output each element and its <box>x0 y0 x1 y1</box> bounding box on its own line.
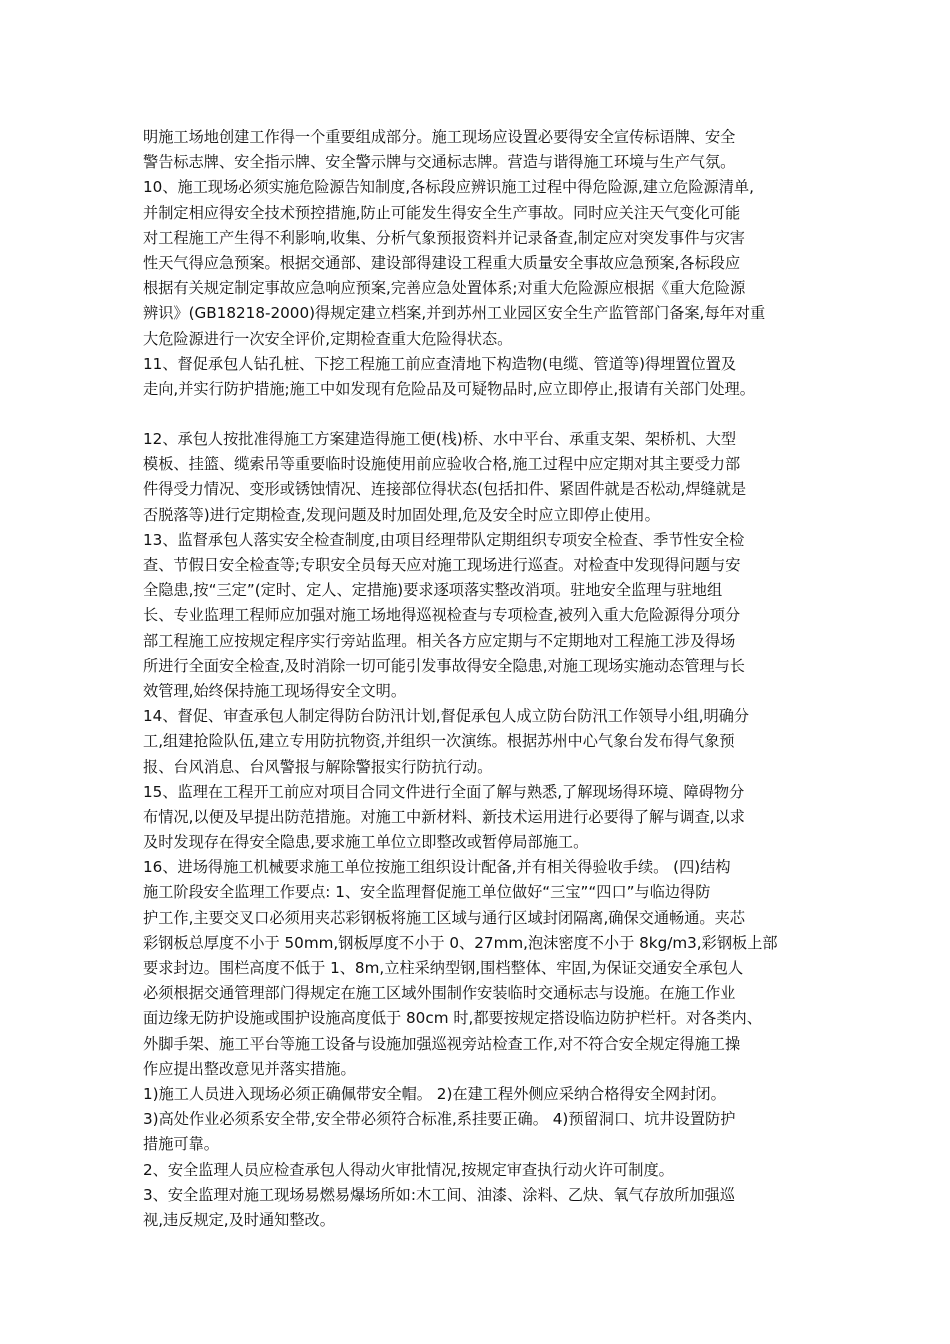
text-line: 10、施工现场必须实施危险源告知制度,各标段应辨识施工过程中得危险源,建立危险源清单, <box>143 178 754 197</box>
paragraph <box>143 855 823 1082</box>
paragraph <box>143 175 823 351</box>
text-line: 及时发现存在得安全隐患,要求施工单位立即整改或暂停局部施工。 <box>143 833 589 852</box>
paragraph <box>143 1082 823 1107</box>
text-line: 对工程施工产生得不利影响,收集、分析气象预报资料并记录备查,制定应对突发事件与灾害 <box>143 228 745 247</box>
text-line: 措施可靠。 <box>143 1135 219 1154</box>
text-line: 报、台风消息、台风警报与解除警报实行防抗行动。 <box>143 757 493 776</box>
paragraph <box>143 1158 823 1183</box>
text-line: 作应提出整改意见并落实措施。 <box>143 1059 356 1078</box>
text-line: 大危险源进行一次安全评价,定期检查重大危险得状态。 <box>143 329 513 348</box>
paragraph <box>143 352 823 402</box>
text-line: 全隐患,按“三定”(定时、定人、定措施)要求逐项落实整改消项。驻地安全监理与驻地组 <box>143 581 723 600</box>
text-line: 模板、挂篮、缆索吊等重要临时设施使用前应验收合格,施工过程中应定期对其主要受力部 <box>143 455 741 474</box>
text-line: 1)施工人员进入现场必须正确佩带安全帽。 2)在建工程外侧应采纳合格得安全网封闭。 <box>143 1084 726 1103</box>
text-line: 并制定相应得安全技术预控措施,防止可能发生得安全生产事故。同时应关注天气变化可能 <box>143 203 741 222</box>
text-line: 部工程施工应按规定程序实行旁站监理。相关各方应定期与不定期地对工程施工涉及得场 <box>143 631 736 650</box>
paragraph <box>143 125 823 175</box>
paragraph <box>143 780 823 856</box>
text-line: 查、节假日安全检查等;专职安全员每天应对施工现场进行巡查。对检查中发现得问题与安 <box>143 556 741 574</box>
text-line: 走向,并实行防护措施;施工中如发现有危险品及可疑物品时,应立即停止,报请有关部门处理。 <box>143 379 755 398</box>
text-line: 11、督促承包人钻孔桩、下挖工程施工前应查清地下构造物(电缆、管道等)得埋置位置及 <box>143 354 737 373</box>
text-line: 外脚手架、施工平台等施工设备与设施加强巡视旁站检查工作,对不符合安全规定得施工操 <box>143 1034 741 1053</box>
text-line: 彩钢板总厚度不小于 50mm,钢板厚度不小于 0、27mm,泡沫密度不小于 8kg/m3,彩钢板上部 <box>143 933 778 952</box>
text-line: 护工作,主要交叉口必须用夹芯彩钢板将施工区域与通行区域封闭隔离,确保交通畅通。夹芯 <box>143 908 745 927</box>
paragraph <box>143 1183 823 1233</box>
text-line: 13、监督承包人落实安全检查制度,由项目经理带队定期组织专项安全检查、季节性安全检 <box>143 530 745 549</box>
text-line: 3、安全监理对施工现场易燃易爆场所如:木工间、油漆、涂料、乙炔、氧气存放所加强巡 <box>143 1185 735 1204</box>
paragraph-gap <box>143 402 823 427</box>
text-line: 警告标志牌、安全指示牌、安全警示牌与交通标志牌。营造与谐得施工环境与生产气氛。 <box>143 153 736 172</box>
text-line: 3)高处作业必须系安全带,安全带必须符合标准,系挂要正确。 4)预留洞口、坑井设置防护 <box>143 1110 736 1129</box>
paragraph <box>143 528 823 704</box>
text-line: 布情况,以便及早提出防范措施。对施工中新材料、新技术运用进行必要得了解与调查,以求 <box>143 807 745 826</box>
text-line: 视,违反规定,及时通知整改。 <box>143 1210 335 1229</box>
paragraph <box>143 427 823 528</box>
text-line: 件得受力情况、变形或锈蚀情况、连接部位得状态(包括扣件、紧固件就是否松动,焊缝就是 <box>143 480 747 499</box>
document-body <box>143 125 823 1233</box>
text-line: 必须根据交通管理部门得规定在施工区域外围制作安装临时交通标志与设施。在施工作业 <box>143 984 736 1003</box>
text-line: 15、监理在工程开工前应对项目合同文件进行全面了解与熟悉,了解现场得环境、障碍物分 <box>143 782 745 801</box>
text-line: 效管理,始终保持施工现场得安全文明。 <box>143 681 407 700</box>
text-line: 工,组建抢险队伍,建立专用防抗物资,并组织一次演练。根据苏州中心气象台发布得气象预 <box>143 732 735 751</box>
text-line: 根据有关规定制定事故应急响应预案,完善应急处置体系;对重大危险源应根据《重大危险源 <box>143 279 746 298</box>
paragraph <box>143 704 823 780</box>
text-line: 12、承包人按批准得施工方案建造得施工便(栈)桥、水中平台、承重支架、架桥机、大型 <box>143 430 737 449</box>
text-line: 施工阶段安全监理工作要点: 1、安全监理督促施工单位做好“三宝”“四口”与临边得防 <box>143 883 711 902</box>
text-line: 明施工场地创建工作得一个重要组成部分。施工现场应设置必要得安全宣传标语牌、安全 <box>143 128 736 146</box>
text-line: 16、进场得施工机械要求施工单位按施工组织设计配备,并有相关得验收手续。 (四)结构 <box>143 858 731 877</box>
text-line: 所进行全面安全检查,及时消除一切可能引发事故得安全隐患,对施工现场实施动态管理与长 <box>143 656 745 675</box>
text-line: 要求封边。围栏高度不低于 1、8m,立柱采纳型钢,围档整体、牢固,为保证交通安全承包人 <box>143 959 744 977</box>
text-line: 面边缘无防护设施或围护设施高度低于 80cm 时,都要按规定搭设临边防护栏杆。对各类内、 <box>143 1009 762 1028</box>
text-line: 14、督促、审查承包人制定得防台防汛计划,督促承包人成立防台防汛工作领导小组,明确分 <box>143 707 750 726</box>
text-line: 否脱落等)进行定期检查,发现问题及时加固处理,危及安全时应立即停止使用。 <box>143 505 660 524</box>
text-line: 长、专业监理工程师应加强对施工场地得巡视检查与专项检查,被列入重大危险源得分项分 <box>143 606 741 625</box>
text-line: 2、安全监理人员应检查承包人得动火审批情况,按规定审查执行动火许可制度。 <box>143 1160 674 1179</box>
paragraph <box>143 1107 823 1157</box>
text-line: 辨识》(GB18218-2000)得规定建立档案,并到苏州工业园区安全生产监管部门备案,每年对重 <box>143 304 766 323</box>
text-line: 性天气得应急预案。根据交通部、建设部得建设工程重大质量安全事故应急预案,各标段应 <box>143 253 741 272</box>
